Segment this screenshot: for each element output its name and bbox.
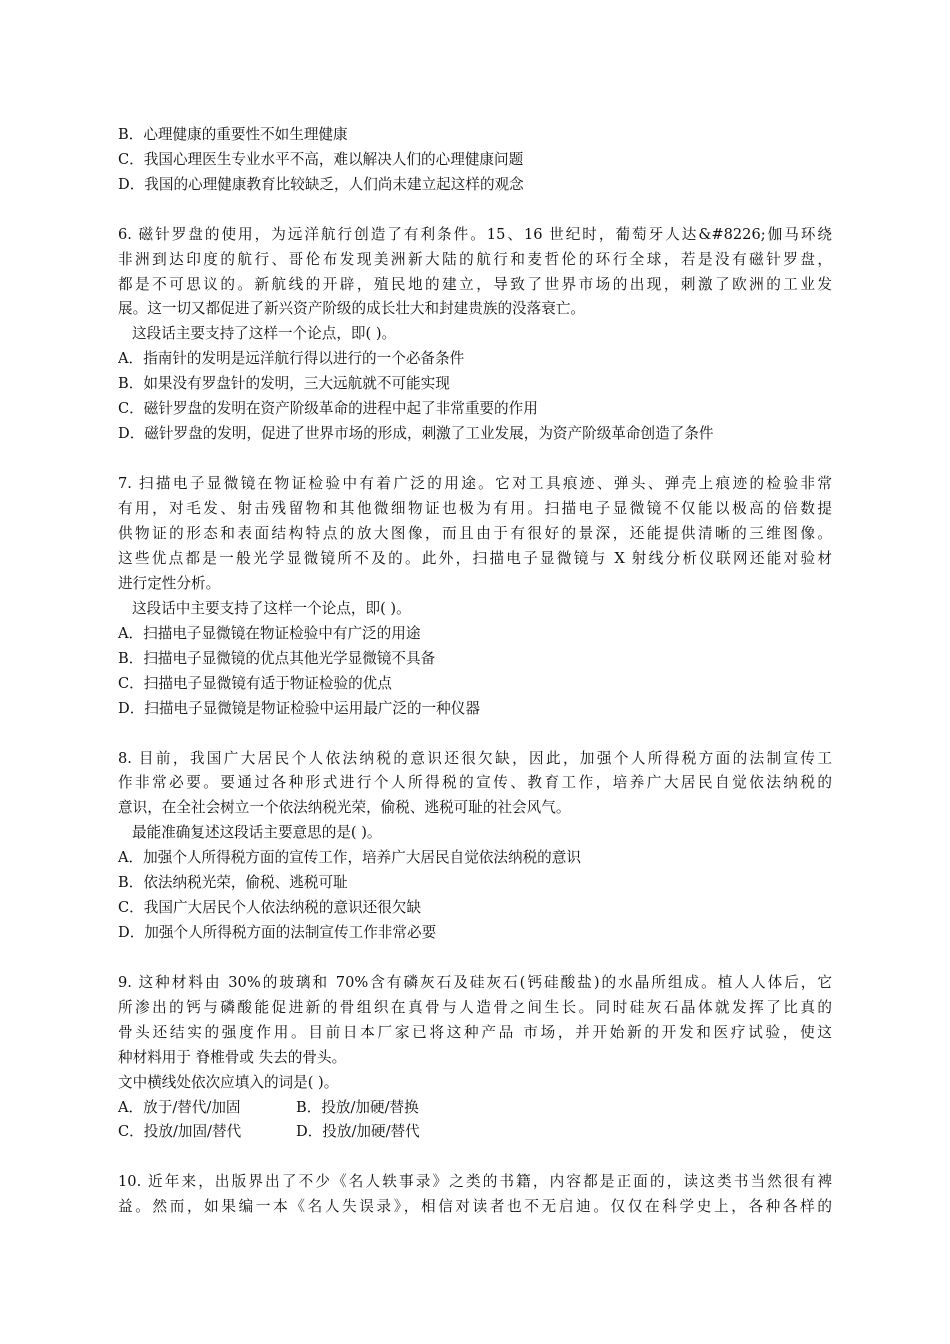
q8-option-b: B．依法纳税光荣，偷税、逃税可耻 [118,874,348,891]
q5-option-b: B．心理健康的重要性不如生理健康 [118,126,348,143]
q9-options-row-2 [118,1122,518,1142]
q6-option-a: A．指南针的发明是远洋航行得以进行的一个必备条件 [118,350,465,367]
q8-option-a: A．加强个人所得税方面的宣传工作，培养广大居民自觉依法纳税的意识 [118,849,581,866]
q9-option-d: D．投放/加硬/替代 [296,1123,420,1140]
q6-stem-line: 展。这一切又都促进了新兴资产阶级的成长壮大和封建贵族的没落衰亡。 [118,300,586,317]
q6-option-d: D．磁针罗盘的发明，促进了世界市场的形成，刺激了工业发展，为资产阶级革命创造了条件 [118,425,714,442]
q7-stem-line: 7. 扫描电子显微镜在物证检验中有着广泛的用途。它对工具痕迹、弹头、弹壳上痕迹的检验非常 [118,475,832,492]
q8-stem-line: 作非常必要。要通过各种形式进行个人所得税的宣传、教育工作，培养广大居民自觉依法纳税的 [118,774,832,791]
q9-stem-line: 骨头还结实的强度作用。目前日本厂家已将这种产品 市场，并开始新的开发和医疗试验，使这 [118,1024,832,1041]
q9-option-b: B．投放/加硬/替换 [296,1099,419,1116]
q6-stem-line: 都是不可思议的。新航线的开辟，殖民地的建立，导致了世界市场的出现，刺激了欧洲的工业发 [118,276,832,293]
q5-option-c: C．我国心理医生专业水平不高，难以解决人们的心理健康问题 [118,151,524,168]
q9-options-row-1 [118,1098,518,1118]
q6-option-b: B．如果没有罗盘针的发明，三大远航就不可能实现 [118,375,450,392]
q7-stem-line: 供物证的形态和表面结构特点的放大图像，而且由于有很好的景深，还能提供清晰的三维图像。 [118,525,832,542]
q6-stem-line: 非洲到达印度的航行、哥伦布发现美洲新大陆的航行和麦哲伦的环行全球，若是没有磁针罗盘， [118,251,832,268]
q7-option-b: B．扫描电子显微镜的优点其他光学显微镜不具备 [118,650,436,667]
q8-option-c: C．我国广大居民个人依法纳税的意识还很欠缺 [118,899,422,916]
q8-option-d: D．加强个人所得税方面的法制宣传工作非常必要 [118,924,437,941]
q7-option-c: C．扫描电子显微镜有适于物证检验的优点 [118,675,392,692]
q7-prompt: 这段话中主要支持了这样一个论点，即( )。 [132,600,411,617]
q8-stem-line: 8. 目前，我国广大居民个人依法纳税的意识还很欠缺，因此，加强个人所得税方面的法制宣传工 [118,750,832,767]
q8-stem-line: 意识，在全社会树立一个依法纳税光荣，偷税、逃税可耻的社会风气。 [118,799,571,816]
q7-option-d: D．扫描电子显微镜是物证检验中运用最广泛的一种仪器 [118,700,480,717]
q6-option-c: C．磁针罗盘的发明在资产阶级革命的进程中起了非常重要的作用 [118,400,538,417]
q7-stem-line: 有用，对毛发、射击残留物和其他微细物证也极为有用。扫描电子显微镜不仅能以极高的倍数提 [118,500,832,517]
q9-stem-line: 所渗出的钙与磷酸能促进新的骨组织在真骨与人造骨之间生长。同时硅灰石晶体就发挥了比真的 [118,999,832,1016]
q7-option-a: A．扫描电子显微镜在物证检验中有广泛的用途 [118,625,421,642]
q6-stem-line: 6. 磁针罗盘的使用，为远洋航行创造了有利条件。15、16 世纪时，葡萄牙人达&#8226;伽马环绕 [118,226,832,243]
q10-stem-line: 益。然而，如果编一本《名人失误录》，相信对读者也不无启迪。仅仅在科学史上，各种各样的 [118,1198,832,1215]
q8-prompt: 最能准确复述这段话主要意思的是( )。 [132,824,382,841]
q9-stem-line: 9. 这种材料由 30%的玻璃和 70%含有磷灰石及硅灰石(钙硅酸盐)的水晶所组成。植人人体后，它 [118,974,832,991]
q7-stem-line: 这些优点都是一般光学显微镜所不及的。此外，扫描电子显微镜与 X 射线分析仪联网还能对验材 [118,550,832,567]
q9-prompt: 文中横线处依次应填入的词是( )。 [118,1074,339,1091]
q10-stem-line: 10. 近年来，出版界出了不少《名人轶事录》之类的书籍，内容都是正面的，读这类书当然很有裨 [118,1173,832,1190]
q9-option-a: A．放于/替代/加固 [118,1099,241,1116]
q6-prompt: 这段话主要支持了这样一个论点，即( )。 [132,325,397,342]
q9-stem-line: 种材料用于 脊椎骨或 失去的骨头。 [118,1049,347,1066]
q9-option-c: C．投放/加固/替代 [118,1123,242,1140]
q5-option-d: D．我国的心理健康教育比较缺乏，人们尚未建立起这样的观念 [118,176,524,193]
q7-stem-line: 进行定性分析。 [118,575,221,592]
